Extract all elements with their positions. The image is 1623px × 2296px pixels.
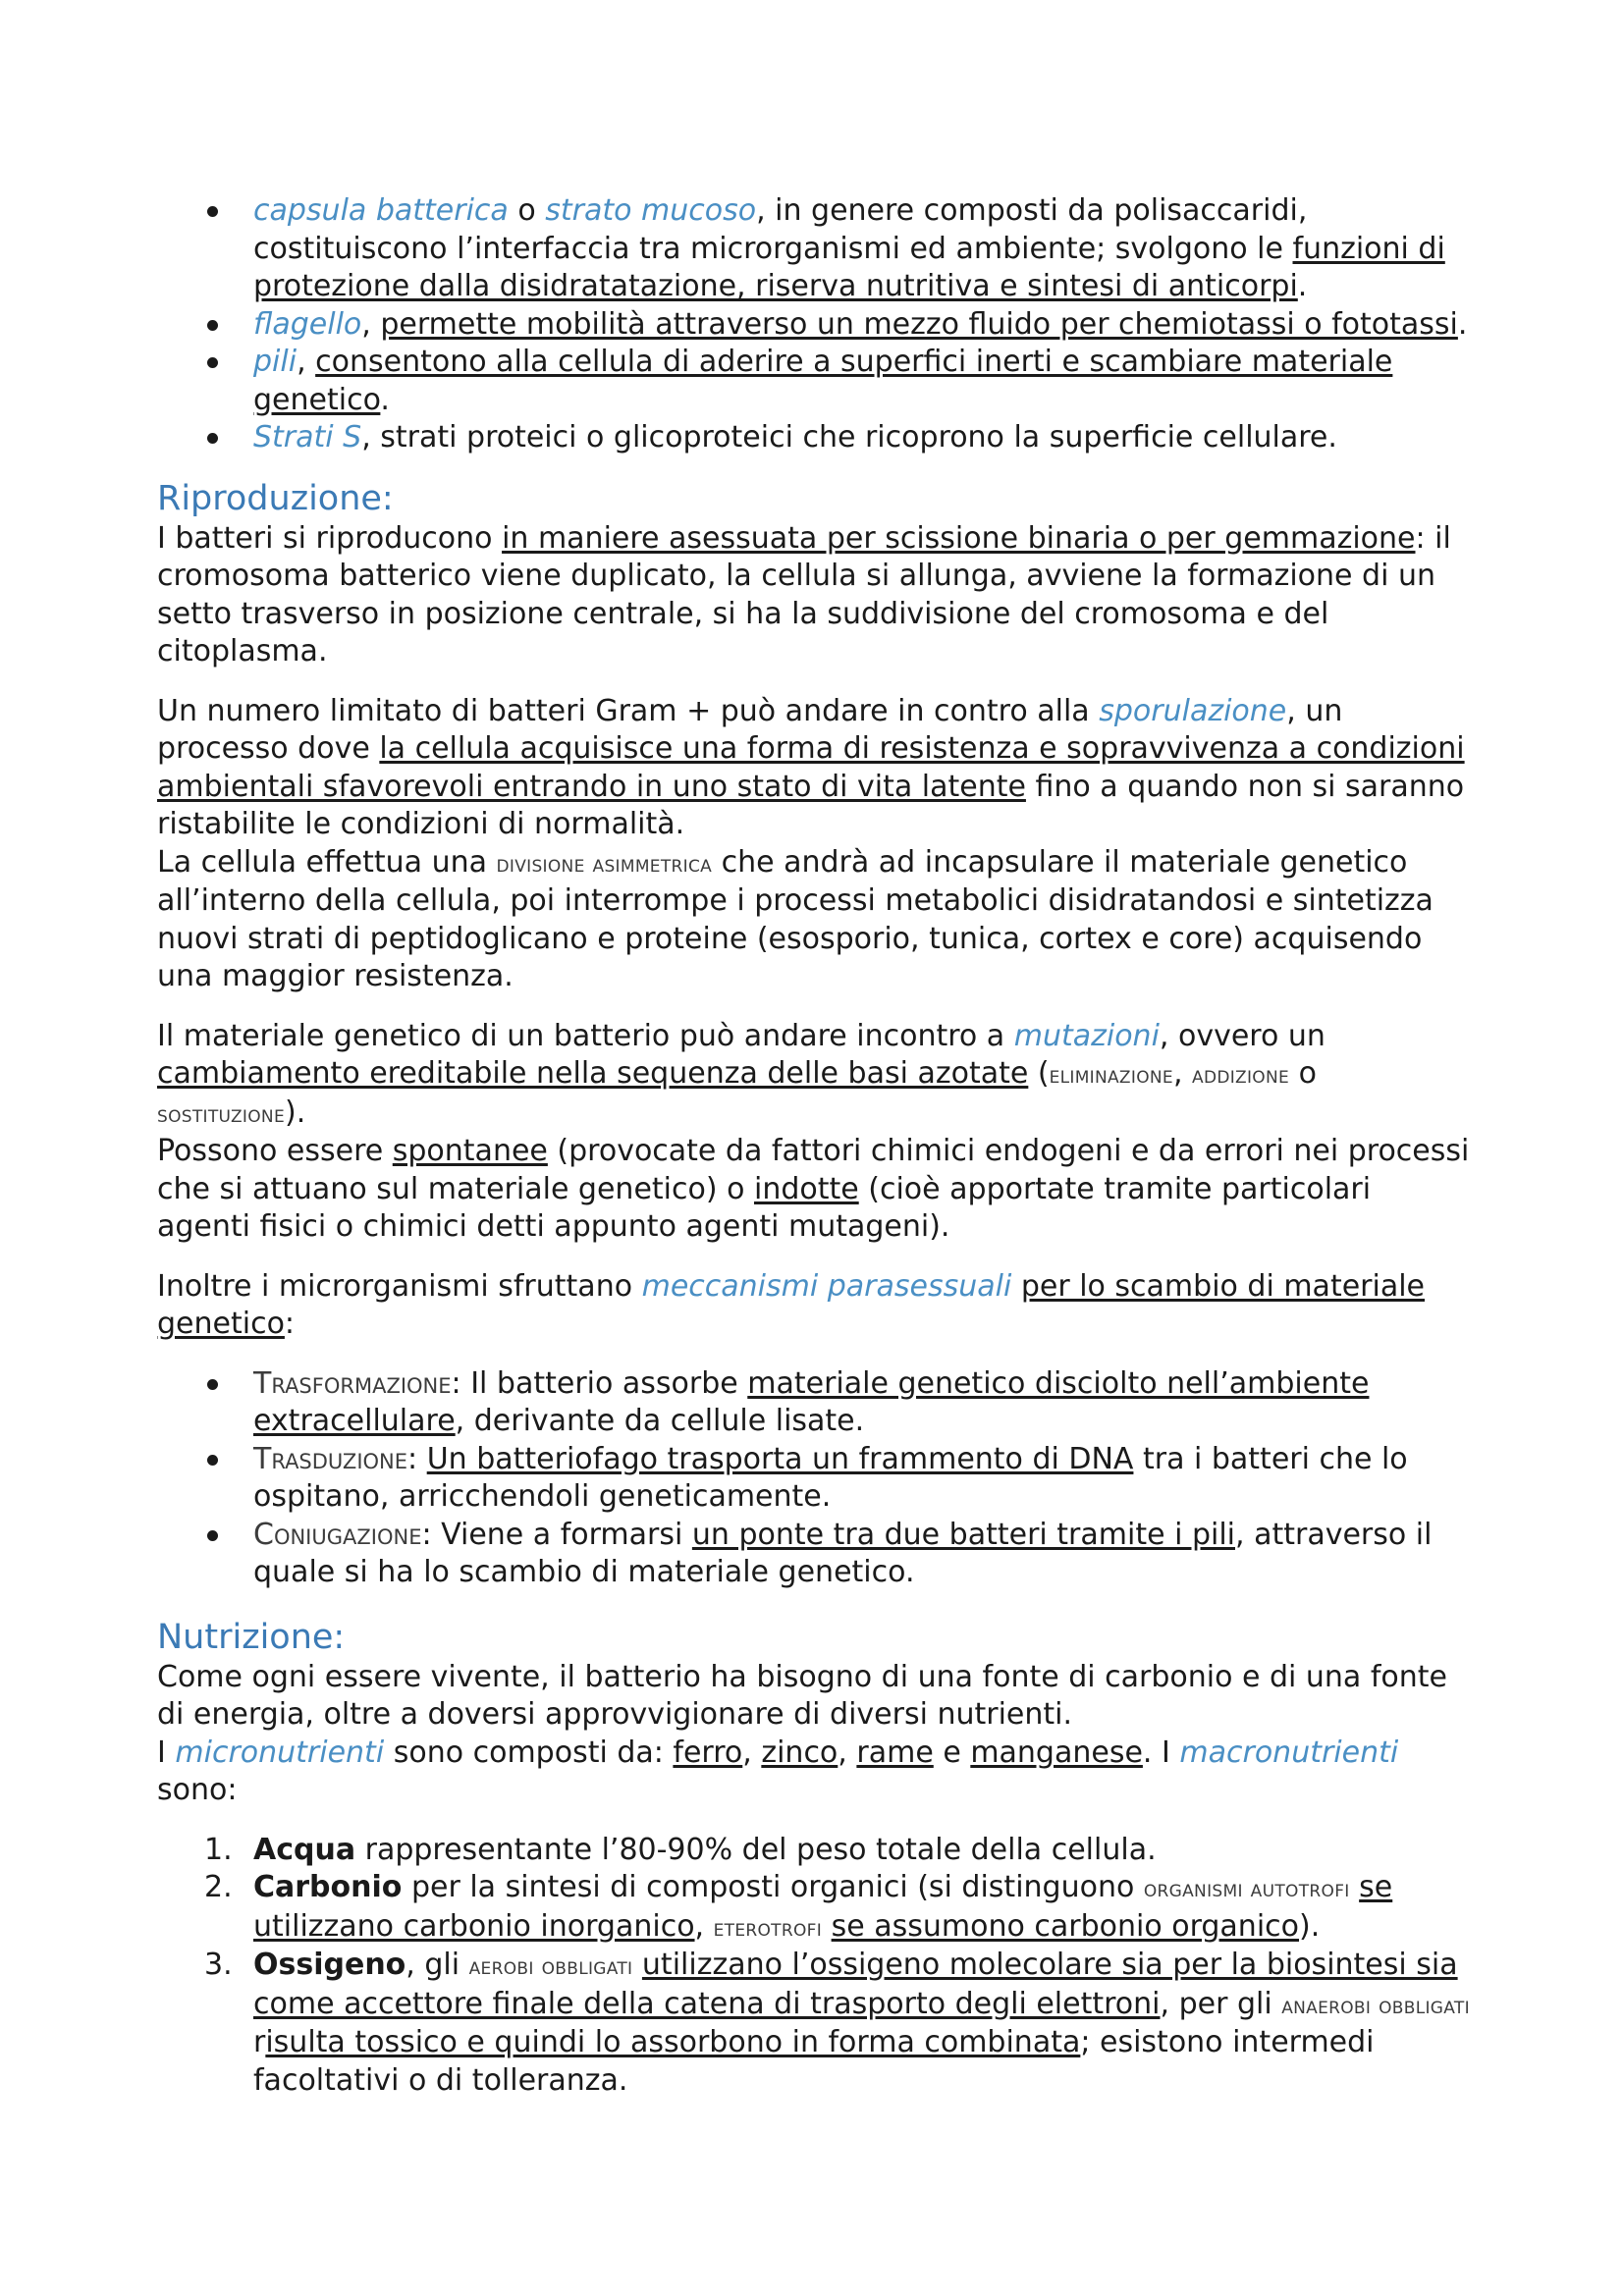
underlined-text: se utilizzano carbonio inorganico — [253, 1870, 1393, 1944]
underlined-text: manganese — [970, 1735, 1143, 1770]
section-heading-riproduzione: Riproduzione: — [157, 478, 394, 518]
underlined-text: Un batteriofago trasporta un frammento di DNA — [426, 1441, 1134, 1476]
term: capsula batterica — [253, 193, 509, 228]
list-item: Trasformazione: Il batterio assorbe materiale genetico disciolto nell’ambiente extracellulare, derivante da cellule lisate. — [157, 1365, 1473, 1441]
small-caps-term: Trasformazione — [253, 1365, 452, 1401]
term: Strati S — [253, 420, 362, 454]
page-content — [157, 192, 1473, 2100]
list-item: Trasduzione: Un batteriofago trasporta un frammento di DNA tra i batteri che lo ospitano, arricchendoli geneticamente. — [157, 1441, 1473, 1517]
bold-term: Carbonio — [253, 1870, 403, 1904]
small-caps-term: organismi autotrofi — [1143, 1875, 1350, 1902]
structures-list — [157, 192, 1473, 457]
paragraph: Possono essere spontanee (provocate da fattori chimici endogeni e da errori nei processi che si attuano sul materiale genetico) o indotte (cioè apportate tramite particolari agenti fisici o chimici detti appunto agenti mutageni). — [157, 1134, 1470, 1244]
list-item: 3. Ossigeno, gli aerobi obbligati utilizzano l’ossigeno molecolare sia per la biosintesi sia come accettore finale della catena di trasporto degli elettroni, per gli anaerobi obbligati risulta tossico e quindi lo assorbono in forma combinata; esistono intermedi facoltativi o di tolleranza. — [204, 1948, 1470, 2098]
list-item: 2. Carbonio per la sintesi di composti organici (si distinguono organismi autotrofi se utilizzano carbonio inorganico, eterotrofi se assumono carbonio organico). — [204, 1870, 1393, 1944]
bold-term: Ossigeno — [253, 1948, 406, 1982]
underlined-text: se assumono carbonio organico — [831, 1908, 1300, 1944]
paragraph: I micronutrienti sono composti da: ferro, zinco, rame e manganese. I macronutrienti sono: — [157, 1735, 1399, 1807]
underlined-text: zinco — [761, 1735, 839, 1770]
macronutrients-list — [157, 1832, 1473, 2101]
bold-term: Acqua — [253, 1832, 356, 1867]
small-caps-term: aerobi obbligati — [468, 1952, 633, 1980]
section-heading-nutrizione: Nutrizione: — [157, 1617, 346, 1657]
small-caps-term: eterotrofi — [713, 1913, 823, 1942]
term: macronutrienti — [1179, 1735, 1399, 1770]
list-number: 2. — [204, 1870, 233, 1904]
small-caps-term: Trasduzione — [253, 1441, 408, 1476]
underlined-text: utilizzano l’ossigeno molecolare sia per la biosintesi sia come accettore finale della catena di trasporto degli elettroni — [253, 1948, 1458, 2021]
small-caps-term: sostituzione — [157, 1099, 285, 1128]
small-caps-term: anaerobi obbligati — [1281, 1991, 1470, 2019]
underlined-text: consentono alla cellula di aderire a superfici inerti e scambiare materiale genetico — [253, 345, 1393, 417]
term: sporulazione — [1099, 693, 1287, 728]
list-number: 3. — [204, 1948, 233, 1982]
term: pili — [253, 345, 298, 379]
underlined-text: spontanee — [392, 1134, 548, 1168]
paragraph: Inoltre i microrganismi sfruttano meccanismi parasessuali per lo scambio di materiale genetico: — [157, 1268, 1426, 1341]
term: flagello — [253, 306, 362, 342]
small-caps-term: eliminazione — [1049, 1061, 1173, 1089]
term: strato mucoso — [545, 193, 757, 228]
paragraph: Il materiale genetico di un batterio può andare incontro a mutazioni, ovvero un cambiamento ereditabile nella sequenza delle basi azotate (eliminazione, addizione o sostituzione). — [157, 1018, 1325, 1130]
parasexual-list — [157, 1365, 1473, 1592]
paragraph: La cellula effettua una divisione asimmetrica che andrà ad incapsulare il materiale genetico all’interno della cellula, poi interrompe i processi metabolici disidratandosi e sintetizza nuovi strati di peptidoglicano e proteine (esosporio, tunica, cortex e core) acquisendo una maggior resistenza. — [157, 844, 1434, 993]
underlined-text: indotte — [753, 1171, 859, 1206]
underlined-text: per lo scambio di materiale genetico — [157, 1268, 1426, 1341]
small-caps-term: divisione asimmetrica — [496, 849, 713, 878]
small-caps-term: addizione — [1192, 1061, 1290, 1089]
underlined-text: un ponte tra due batteri tramite i pili — [691, 1517, 1235, 1552]
list-item: capsula batterica o strato mucoso, in genere composti da polisaccaridi, costituiscono l’interfaccia tra microrganismi ed ambiente; svolgono le funzioni di protezione dalla disidratatazione, riserva nutritiva e sintesi di anticorpi. — [157, 192, 1473, 306]
underlined-text: rame — [856, 1735, 934, 1770]
list-item: flagello, permette mobilità attraverso un mezzo fluido per chemiotassi o fototassi. — [157, 306, 1473, 345]
list-item: Coniugazione: Viene a formarsi un ponte tra due batteri tramite i pili, attraverso il quale si ha lo scambio di materiale genetico. — [157, 1517, 1473, 1592]
underlined-text: funzioni di protezione dalla disidratatazione, riserva nutritiva e sintesi di anticorpi — [253, 231, 1445, 303]
term: meccanismi parasessuali — [641, 1268, 1012, 1304]
paragraph: Un numero limitato di batteri Gram + può andare in contro alla sporulazione, un processo dove la cellula acquisisce una forma di resistenza e sopravvivenza a condizioni ambientali sfavorevoli entrando in uno stato di vita latente fino a quando non si saranno ristabilite le condizioni di normalità. — [157, 693, 1465, 841]
underlined-text: cambiamento ereditabile nella sequenza delle basi azotate — [157, 1056, 1029, 1091]
list-item: 1. Acqua rappresentante l’80-90% del peso totale della cellula. — [157, 1832, 1473, 1870]
underlined-text: permette mobilità attraverso un mezzo fluido per chemiotassi o fototassi — [380, 306, 1458, 342]
list-item: Strati S, strati proteici o glicoproteici che ricoprono la superficie cellulare. — [157, 419, 1473, 457]
paragraph: I batteri si riproducono in maniere asessuata per scissione binaria o per gemmazione: il cromosoma batterico viene duplicato, la cellula si allunga, avviene la formazione di un setto trasverso in posizione centrale, si ha la suddivisione del cromosoma e del citoplasma. — [157, 520, 1451, 668]
underlined-text: isulta tossico e quindi lo assorbono in forma combinata — [265, 2025, 1081, 2059]
term: micronutrienti — [175, 1735, 385, 1770]
list-item: pili, consentono alla cellula di aderire a superfici inerti e scambiare materiale genetico. — [157, 344, 1473, 419]
list-number: 1. — [204, 1832, 233, 1867]
underlined-text: ferro — [673, 1735, 743, 1770]
paragraph: Come ogni essere vivente, il batterio ha bisogno di una fonte di carbonio e di una fonte di energia, oltre a doversi approvvigionare di diversi nutrienti. — [157, 1659, 1447, 1732]
small-caps-term: Coniugazione — [253, 1517, 422, 1552]
underlined-text: materiale genetico disciolto nell’ambiente extracellulare — [253, 1365, 1370, 1438]
underlined-text: la cellula acquisisce una forma di resistenza e sopravvivenza a condizioni ambientali sfavorevoli entrando in uno stato di vita latente — [157, 731, 1465, 804]
term: mutazioni — [1013, 1018, 1160, 1053]
underlined-text: in maniere asessuata per scissione binaria o per gemmazione — [502, 520, 1416, 556]
